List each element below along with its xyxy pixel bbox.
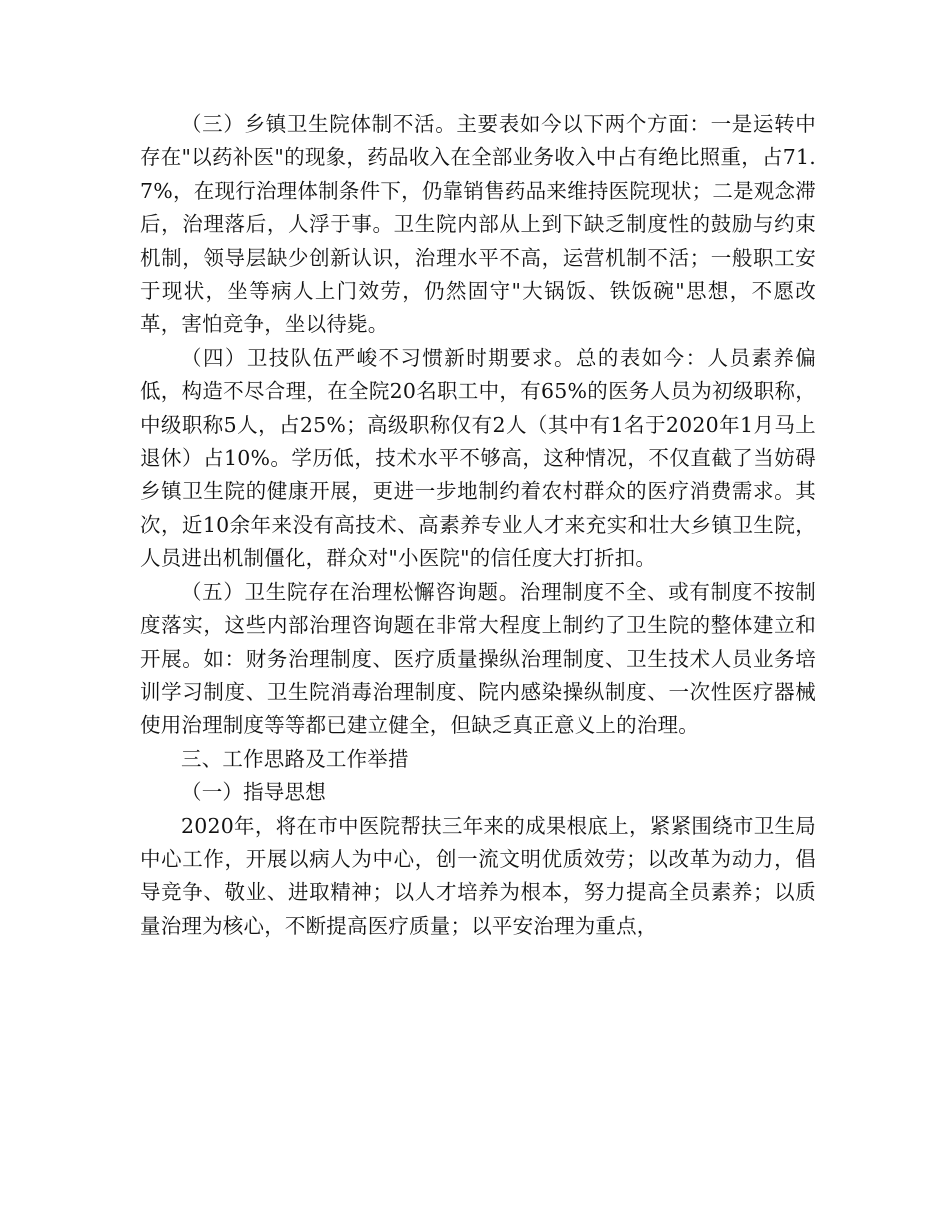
paragraph-township-hospital-system: （三）乡镇卫生院体制不活。主要表如今以下两个方面：一是运转中存在"以药补医"的现象，药品收入在全部业务收入中占有绝比照重，占71.7%，在现行治理体制条件下，仍靠销售药品来维持医院现状；二是观念滞后，治理落后，人浮于事。卫生院内部从上到下缺乏制度性的鼓励与约束机制，领导层缺少创新认识，治理水平不高，运营机制不活；一般职工安于现状，坐等病人上门效劳，仍然固守"大锅饭、铁饭碗"思想，不愿改革，害怕竞争，坐以待毙。 <box>140 112 816 337</box>
paragraph-guiding-ideology: 2020年，将在市中医院帮扶三年来的成果根底上，紧紧围绕市卫生局中心工作，开展以病人为中心，创一流文明优质效劳；以改革为动力，倡导竞争、敬业、进取精神；以人才培养为根本，努力提高全员素养；以质量治理为核心，不断提高医疗质量；以平安治理为重点， <box>140 813 816 938</box>
section-heading-work-ideas: 三、工作思路及工作举措 <box>181 746 409 771</box>
paragraph-medical-staff: （四）卫技队伍严峻不习惯新时期要求。总的表如今：人员素养偏低，构造不尽合理，在全院20名职工中，有65%的医务人员为初级职称，中级职称5人，占25%；高级职称仅有2人（其中有1名于2020年1月马上退休）占10%。学历低，技术水平不够高，这种情况，不仅直截了当妨碍乡镇卫生院的健康开展，更进一步地制约着农村群众的医疗消费需求。其次，近10余年来没有高技术、高素养专业人才来充实和壮大乡镇卫生院，人员进出机制僵化，群众对"小医院"的信任度大打折扣。 <box>140 345 816 571</box>
document-body <box>140 108 816 943</box>
paragraph-management-issues: （五）卫生院存在治理松懈咨询题。治理制度不全、或有制度不按制度落实，这些内部治理咨询题在非常大程度上制约了卫生院的整体建立和开展。如：财务治理制度、医疗质量操纵治理制度、卫生技术人员业务培训学习制度、卫生院消毒治理制度、院内感染操纵制度、一次性医疗器械使用治理制度等等都已建立健全，但缺乏真正意义上的治理。 <box>140 579 816 738</box>
subsection-heading-guiding-ideology: （一）指导思想 <box>181 780 326 805</box>
